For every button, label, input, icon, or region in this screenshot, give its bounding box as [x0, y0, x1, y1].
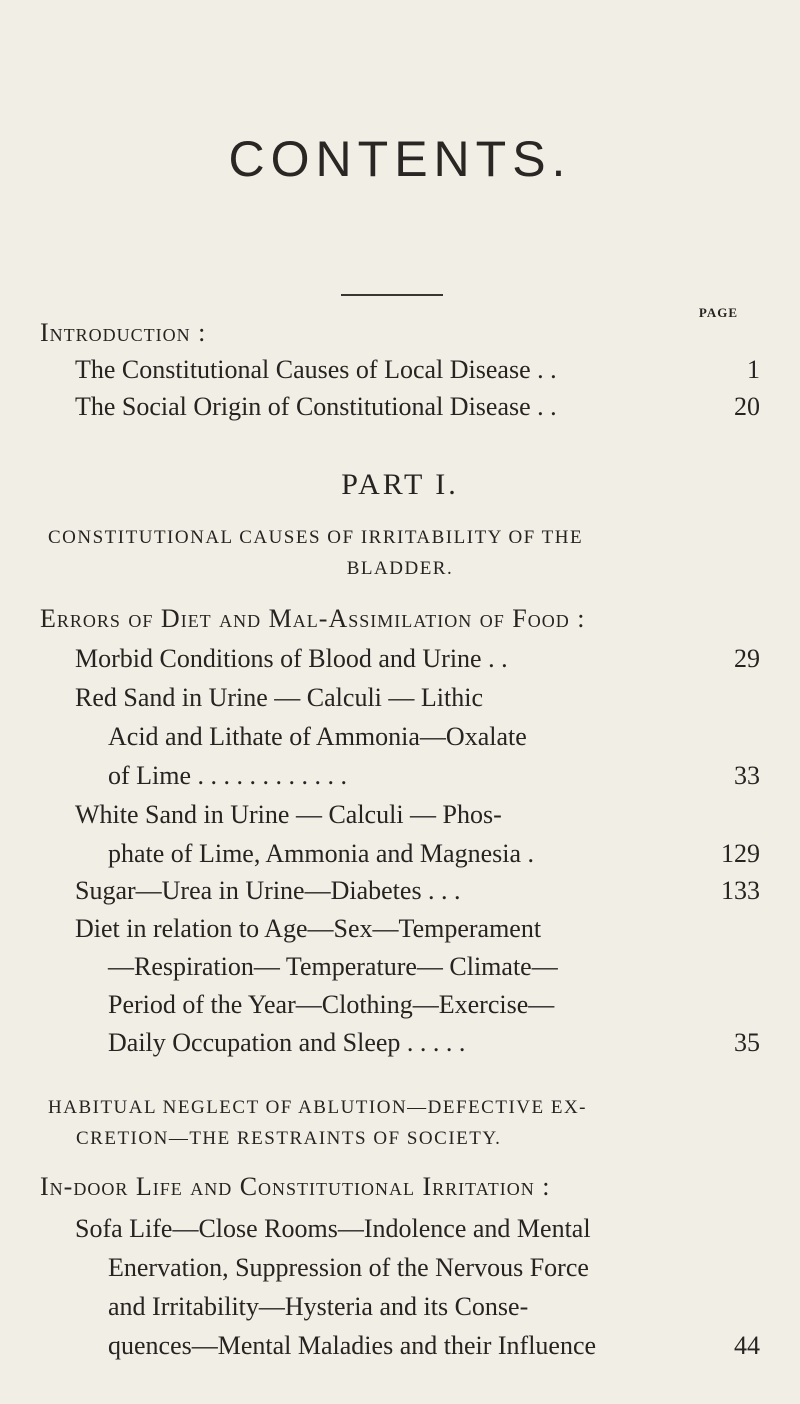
diet-line-6: phate of Lime, Ammonia and Magnesia .	[108, 839, 535, 868]
diet-line-3: Acid and Lithate of Ammonia—Oxalate	[108, 722, 527, 751]
indoor-line-4-page: 44	[734, 1331, 760, 1360]
diet-line-7-page: 133	[721, 876, 760, 905]
introduction-heading: Introduction :	[40, 318, 207, 347]
diet-line-8: Diet in relation to Age—Sex—Temperament	[75, 914, 542, 943]
caps-line-2: CRETION—THE RESTRAINTS OF SOCIETY.	[76, 1128, 502, 1149]
section-heading-diet: Errors of Diet and Mal-Assimilation of Food :	[40, 604, 586, 633]
part-heading: PART I.	[341, 468, 459, 501]
caps-line-1: HABITUAL NEGLECT OF ABLUTION—DEFECTIVE EX-	[48, 1097, 588, 1118]
intro-entry-1: The Constitutional Causes of Local Disease . .	[75, 355, 557, 384]
page-column-label: PAGE	[698, 305, 738, 320]
page-title: CONTENTS.	[228, 131, 572, 187]
intro-entry-2: The Social Origin of Constitutional Disease . .	[75, 392, 557, 421]
title-rule	[341, 294, 443, 296]
diet-line-5: White Sand in Urine — Calculi — Phos-	[75, 800, 502, 829]
diet-line-4: of Lime . . . . . . . . . . . .	[108, 761, 348, 790]
indoor-line-4: quences—Mental Maladies and their Influence	[108, 1331, 597, 1360]
diet-line-9: —Respiration— Temperature— Climate—	[108, 952, 558, 981]
intro-entry-1-page: 1	[747, 355, 760, 384]
diet-line-7: Sugar—Urea in Urine—Diabetes . . .	[75, 876, 461, 905]
diet-line-1: Morbid Conditions of Blood and Urine . .	[75, 644, 508, 673]
diet-line-11: Daily Occupation and Sleep . . . . .	[108, 1028, 466, 1057]
diet-line-4-page: 33	[734, 761, 760, 790]
part-subtitle-line-2: BLADDER.	[346, 558, 454, 579]
part-subtitle-line-1: CONSTITUTIONAL CAUSES OF IRRITABILITY OF THE	[48, 527, 584, 548]
indoor-line-3: and Irritability—Hysteria and its Conse-	[108, 1292, 529, 1321]
indoor-line-2: Enervation, Suppression of the Nervous Force	[108, 1253, 589, 1282]
diet-line-6-page: 129	[721, 839, 760, 868]
diet-line-11-page: 35	[734, 1028, 760, 1057]
section-heading-indoor: In-door Life and Constitutional Irritation :	[40, 1172, 551, 1201]
diet-line-1-page: 29	[734, 644, 760, 673]
diet-line-2: Red Sand in Urine — Calculi — Lithic	[75, 683, 483, 712]
intro-entry-2-page: 20	[734, 392, 760, 421]
diet-line-10: Period of the Year—Clothing—Exercise—	[108, 990, 555, 1019]
indoor-line-1: Sofa Life—Close Rooms—Indolence and Mental	[75, 1214, 591, 1243]
